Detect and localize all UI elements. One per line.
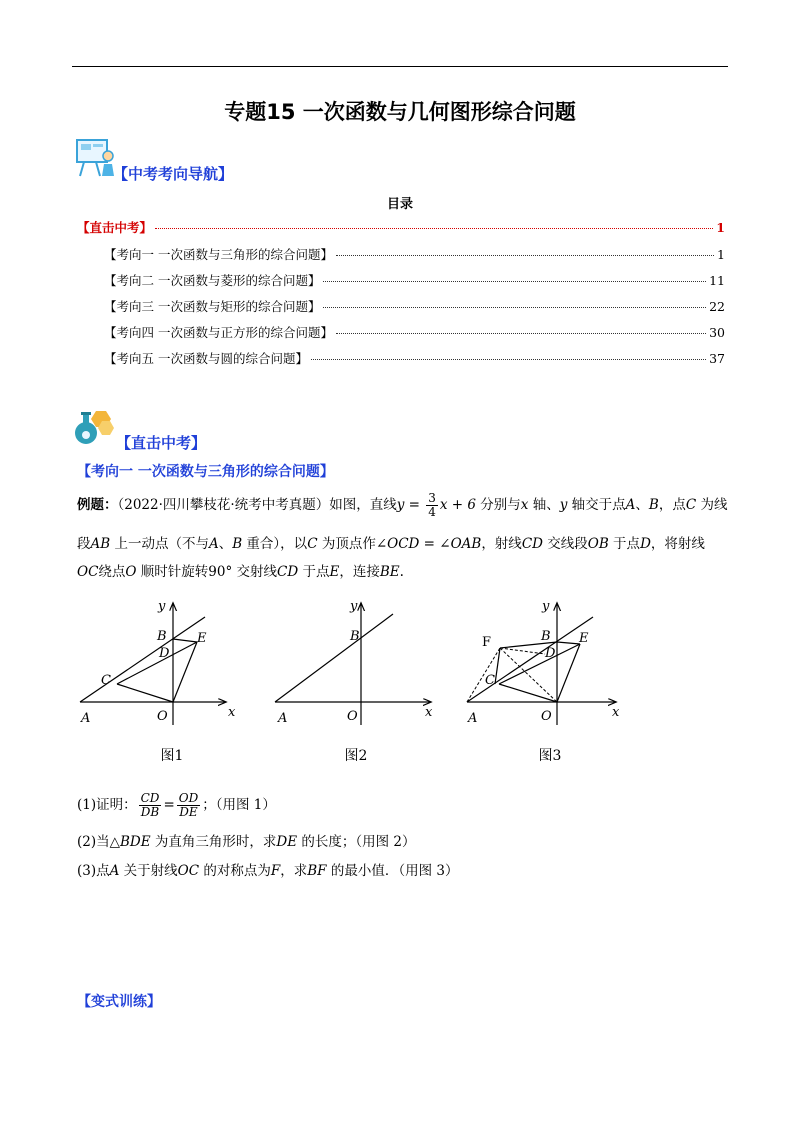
figure-caption-3: 图3 — [538, 748, 562, 764]
svg-text:y: y — [350, 599, 358, 614]
example-line-2: 段AB 上一动点（不与A、B 重合），以C 为顶点作∠OCD = ∠OAB，射线CD 交线段OB 于点D，将射线 — [77, 536, 705, 552]
question-3: (3)点A 关于射线OC 的对称点为F，求BF 的最小值．（用图 3） — [77, 863, 459, 879]
toc-leader — [323, 281, 706, 282]
toc-item-label: 【考向二 一次函数与菱形的综合问题】 — [104, 273, 321, 288]
label-o: O — [157, 709, 168, 724]
equation-fraction: $\frac{3}{4}$ — [428, 491, 436, 519]
label-a: A — [81, 711, 91, 726]
example-label: 例题： — [77, 497, 118, 513]
toc-item-page: 30 — [709, 325, 725, 340]
toc-main-page: 1 — [716, 220, 725, 235]
svg-text:C: C — [485, 673, 495, 688]
label-e: E — [197, 631, 207, 646]
svg-text:B: B — [350, 629, 360, 644]
toc-item-page: 1 — [717, 247, 725, 262]
svg-text:O: O — [347, 709, 358, 724]
section-heading: 【直击中考】 — [116, 434, 207, 452]
svg-text:A: A — [278, 711, 288, 726]
toc-item[interactable] — [104, 323, 725, 341]
toc-item[interactable] — [104, 245, 725, 263]
toc-item-label: 【考向一 一次函数与三角形的综合问题】 — [104, 247, 333, 262]
teacher-board-icon — [74, 136, 116, 182]
figure-3 — [467, 599, 620, 726]
toc-main-row[interactable] — [77, 218, 725, 236]
line-ab — [80, 617, 205, 702]
figure-caption-1: 图1 — [160, 748, 184, 764]
label-x: x — [228, 705, 236, 720]
svg-text:y: y — [542, 599, 550, 614]
toc-leader — [311, 359, 706, 360]
practice-heading: 【变式训练】 — [77, 994, 161, 1010]
header-rule — [72, 66, 728, 67]
svg-text:O: O — [541, 709, 552, 724]
svg-text:B: B — [541, 629, 551, 644]
toc-main-label: 【直击中考】 — [77, 220, 153, 235]
figure-2 — [275, 599, 433, 726]
label-d: D — [159, 646, 170, 661]
svg-text:D: D — [545, 646, 556, 661]
figure-1 — [80, 599, 236, 726]
figure-caption-2: 图2 — [344, 748, 368, 764]
label-c: C — [101, 673, 111, 688]
toc-heading: 目录 — [386, 197, 413, 212]
toc-item-label: 【考向四 一次函数与正方形的综合问题】 — [104, 325, 333, 340]
flask-icon — [72, 405, 116, 449]
toc-leader — [155, 228, 713, 229]
line-ab — [275, 614, 393, 702]
svg-text:E: E — [579, 631, 589, 646]
toc-item-page: 22 — [709, 299, 725, 314]
svg-text:A: A — [468, 711, 478, 726]
toc-item[interactable] — [104, 271, 725, 289]
toc-item-label: 【考向三 一次函数与矩形的综合问题】 — [104, 299, 321, 314]
toc-item-page: 37 — [709, 351, 725, 366]
question-2: (2)当△BDE 为直角三角形时，求DE 的长度；（用图 2） — [77, 834, 416, 850]
toc-leader — [336, 333, 706, 334]
toc-item[interactable] — [104, 297, 725, 315]
toc-item-label: 【考向五 一次函数与圆的综合问题】 — [104, 351, 308, 366]
svg-text:F: F — [482, 635, 492, 650]
page-title: 专题15 一次函数与几何图形综合问题 — [224, 100, 576, 124]
example-line-3: OC绕点O 顺时针旋转90° 交射线CD 于点E，连接BE. — [77, 564, 404, 580]
toc-leader — [336, 255, 714, 256]
toc-item-page: 11 — [709, 273, 725, 288]
label-b: B — [157, 629, 167, 644]
example-line-1: 例题：（2022·四川攀枝花·统考中考真题）如图，直线y = $\frac{3}{4}$ x + 6 分别与x 轴、y 轴交于点A、B，点C 为线 — [77, 491, 728, 519]
figures-panel — [75, 592, 655, 732]
svg-text:x: x — [425, 705, 433, 720]
label-y: y — [158, 599, 166, 614]
topic-heading: 【考向一 一次函数与三角形的综合问题】 — [77, 464, 334, 480]
nav-heading: 【中考考向导航】 — [113, 165, 234, 183]
toc-item[interactable] — [104, 349, 725, 367]
toc-leader — [323, 307, 706, 308]
svg-text:x: x — [612, 705, 620, 720]
question-1: (1)证明： $\frac{CD}{DB}$ = $\frac{OD}{DE}$ ；（用图 1） — [77, 791, 276, 819]
